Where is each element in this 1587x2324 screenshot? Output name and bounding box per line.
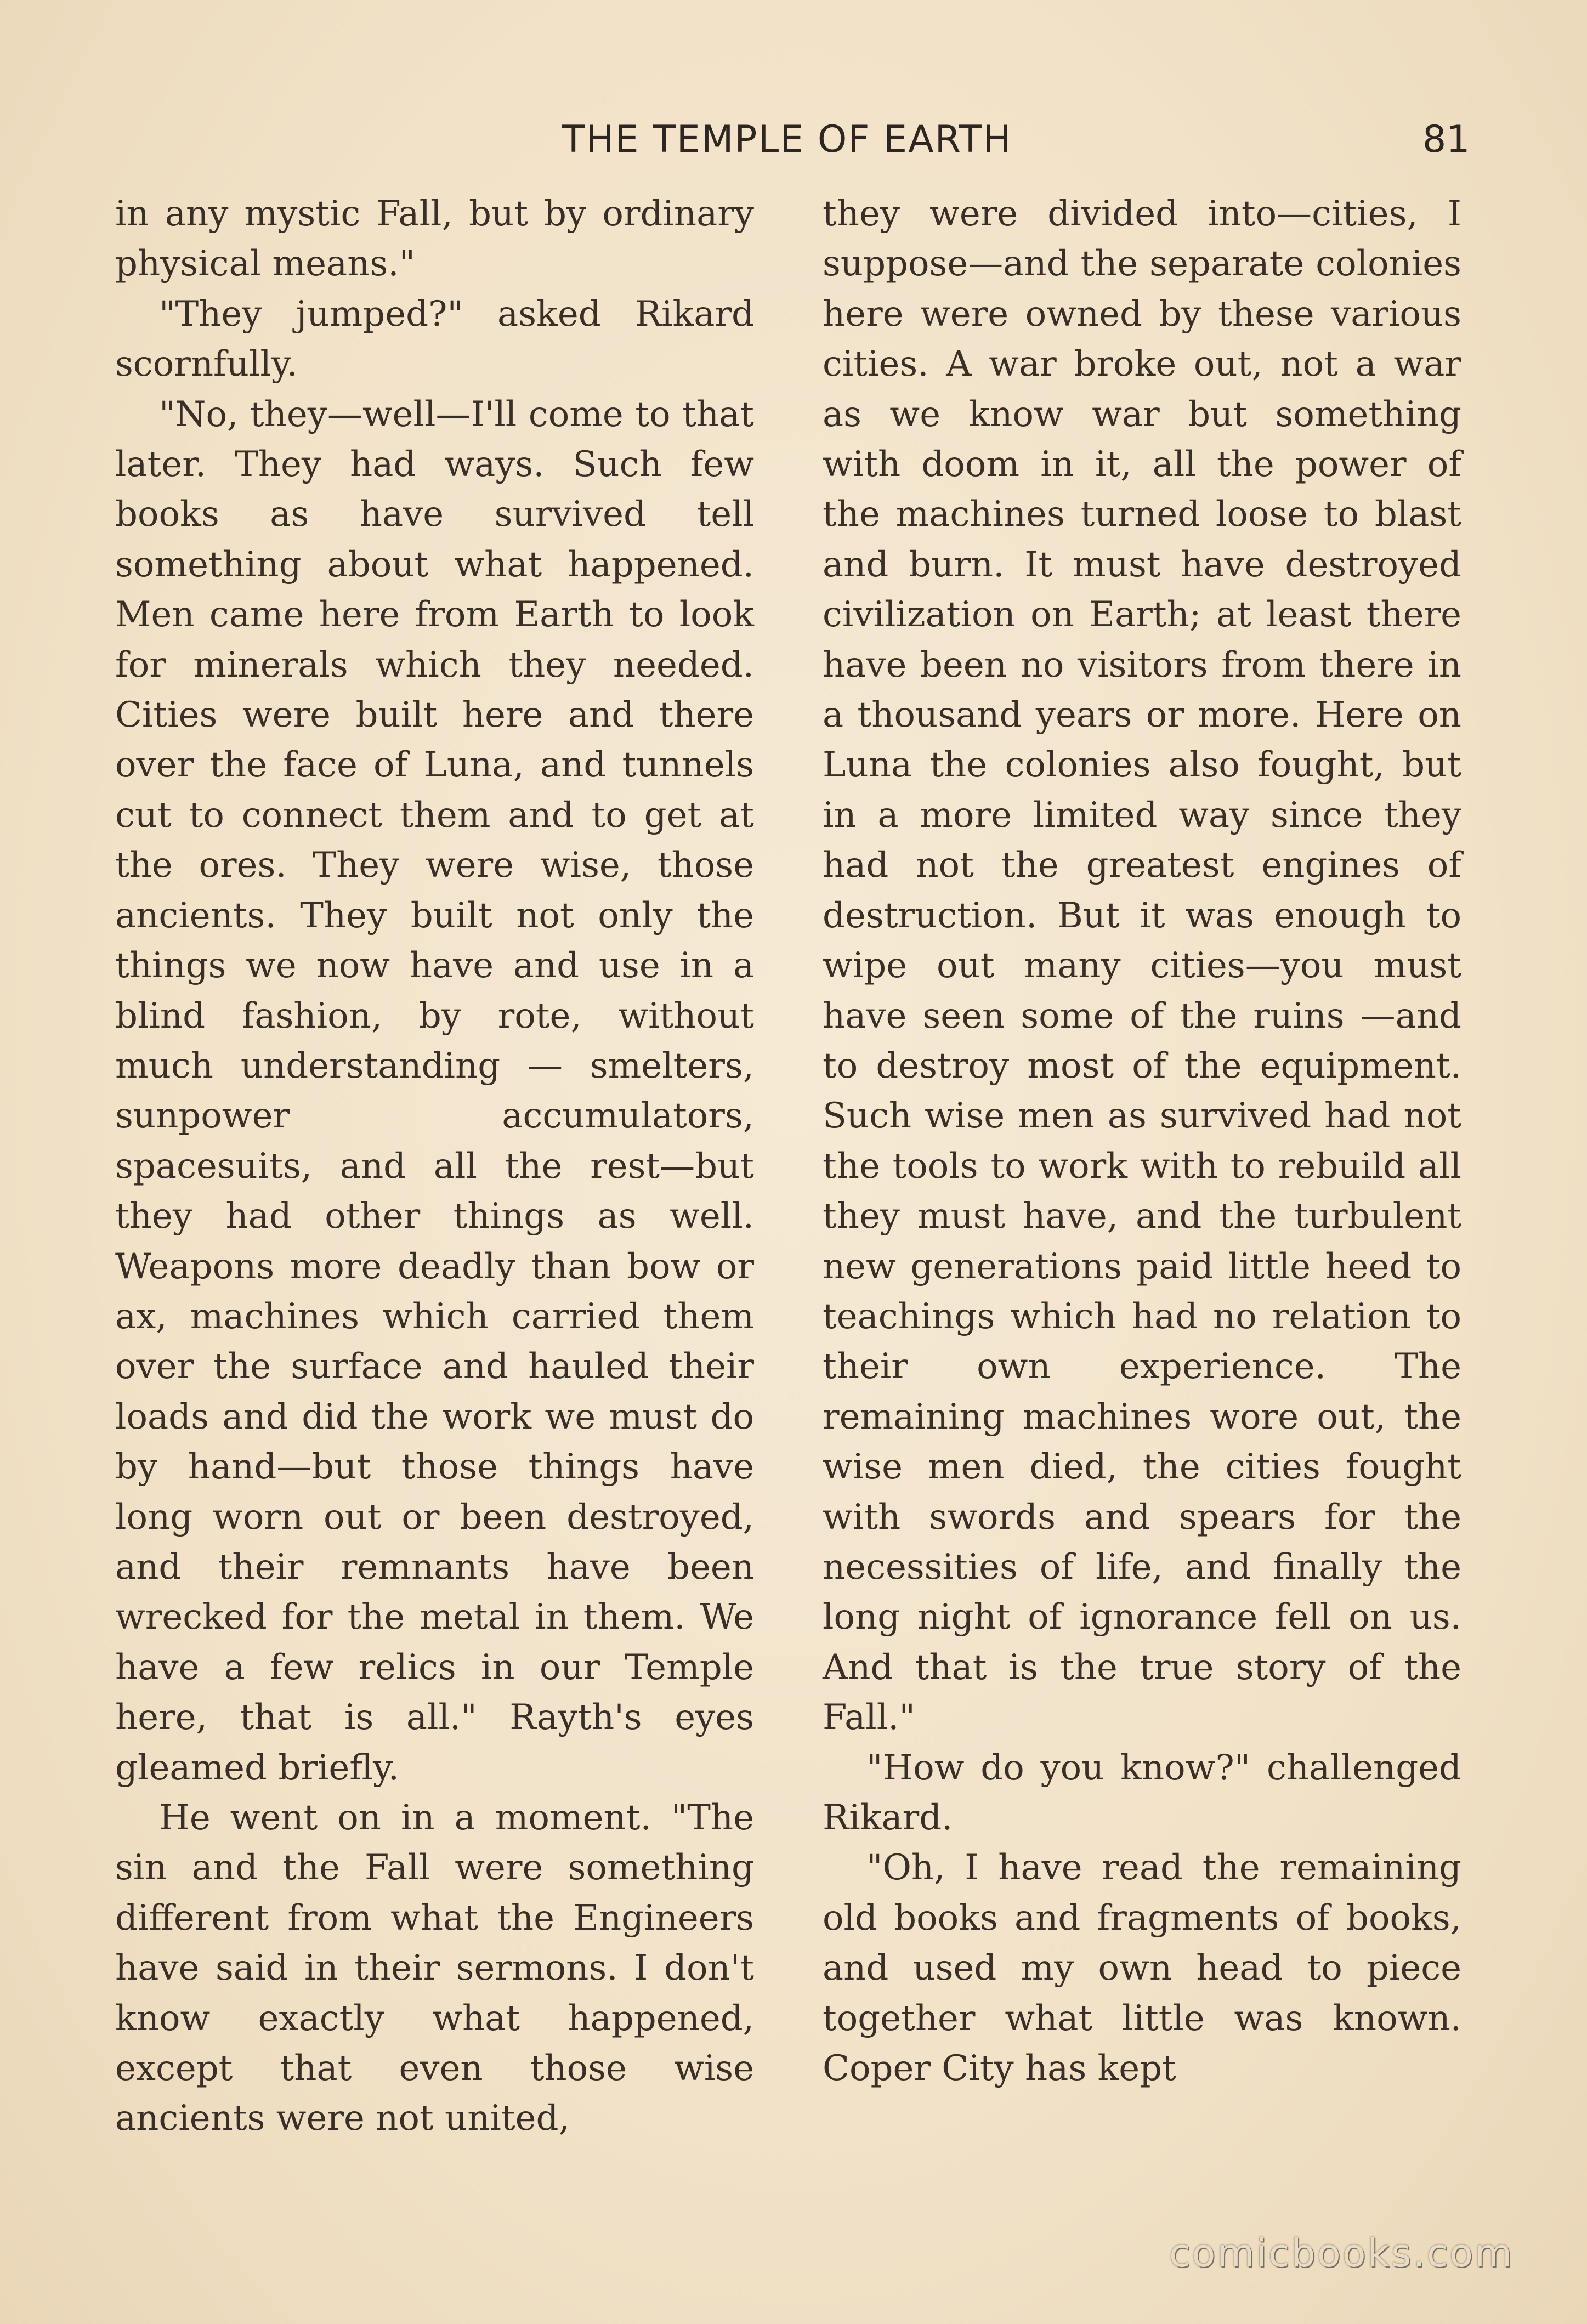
paragraph: in any mystic Fall, but by ordinary physical means.": [115, 194, 754, 285]
right-column: [823, 189, 1461, 2094]
paragraph: He went on in a moment. "The sin and the Fall were something different from what the Engineers have said in their sermons. I don't know exactly what happened, except that even those wise ancients were not united,: [115, 1798, 754, 2139]
paragraph: "They jumped?" asked Rikard scornfully.: [115, 293, 754, 385]
left-column: [115, 189, 754, 2144]
running-title: THE TEMPLE OF EARTH: [562, 118, 1012, 161]
paragraph: they were divided into—cities, I suppose—and the separate colonies here were owned by these various cities. A war broke out, not a war as we know war but something with doom in it, all the power of the machines turned loose to blast and burn. It must have destroyed civilization on Earth; at least there have been no visitors from there in a thousand years or more. Here on Luna the colonies also fought, but in a more limited way since they had not the greatest engines of destruction. But it was enough to wipe out many cities—you must have seen some of the ruins —and to destroy most of the equipment. Such wise men as survived had not the tools to work with to rebuild all they must have, and the turbulent new generations paid little heed to teachings which had no relation to their own experience. The remaining machines wore out, the wise men died, the cities fought with swords and spears for the necessities of life, and finally the long night of ignorance fell on us. And that is the true story of the Fall.": [823, 194, 1461, 1738]
watermark: comicbooks.com: [1169, 2231, 1514, 2276]
paragraph: "Oh, I have read the remaining old books and fragments of books, and used my own head to piece together what little was known. Coper City has kept: [823, 1847, 1461, 2089]
paragraph: "How do you know?" challenged Rikard.: [823, 1747, 1461, 1838]
paragraph: "No, they—well—I'll come to that later. They had ways. Such few books as have survived tell something about what happened. Men came here from Earth to look for minerals which they needed. Cities were built here and there over the face of Luna, and tunnels cut to connect them and to get at the ores. They were wise, those ancients. They built not only the things we now have and use in a blind fashion, by rote, without much understanding — smelters, sunpower accumulators, spacesuits, and all the rest—but they had other things as well. Weapons more deadly than bow or ax, machines which carried them over the surface and hauled their loads and did the work we must do by hand—but those things have long worn out or been destroyed, and their remnants have been wrecked for the metal in them. We have a few relics in our Temple here, that is all." Rayth's eyes gleamed briefly.: [115, 394, 754, 1788]
page-number: 81: [1422, 118, 1470, 161]
